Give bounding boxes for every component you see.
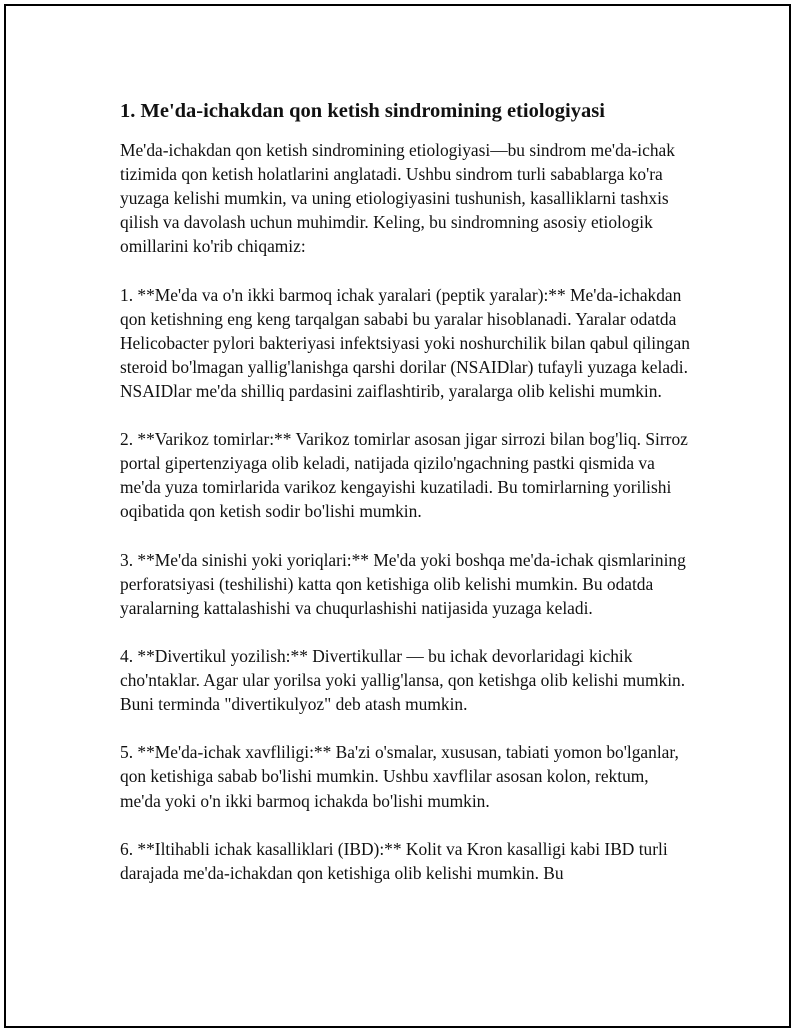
list-item-perforation: 3. **Me'da sinishi yoki yoriqlari:** Me'da yoki boshqa me'da-ichak qismlarining perforatsiyasi (teshilishi) katta qon ketishiga olib kelishi mumkin. Bu odatda yaralarning kattalashishi va chuqurlashishi natijasida yuzaga keladi. (120, 549, 686, 618)
list-item-peptic-ulcers: 1. **Me'da va o'n ikki barmoq ichak yaralari (peptik yaralar):** Me'da-ichakdan qon ketishning eng keng tarqalgan sababi bu yaralar hisoblanadi. Yaralar odatda Helicobacter pylori bakteriyasi infektsiyasi yoki noshurchilik bilan qabul qilingan steroid bo'lmagan yallig'lanishga qarshi dorilar (NSAIDlar) tufayli yuzaga keladi. NSAIDlar me'da shilliq pardasini zaiflashtirib, yaralarga olib kelishi mumkin. (120, 284, 690, 401)
document-content (120, 97, 690, 909)
document-page (4, 4, 791, 1028)
list-item-diverticula: 4. **Divertikul yozilish:** Divertikullar — bu ichak devorlaridagi kichik cho'ntaklar. Agar ular yorilsa yoki yallig'lansa, qon ketishga olib kelishi mumkin. Buni terminda "divertikulyoz" deb atash mumkin. (120, 645, 686, 715)
intro-paragraph: Me'da-ichakdan qon ketish sindromining etiologiyasi—bu sindrom me'da-ichak tizimida qon ketish holatlarini anglatadi. Ushbu sindrom turli sabablarga ko'ra yuzaga kelishi mumkin, va uning etiologiyasini tushunish, kasalliklarni tashxis qilish va davolash uchun muhimdir. Keling, bu sindromning asosiy etiologik omillarini ko'rib chiqamiz: (120, 140, 675, 257)
section-heading: 1. Me'da-ichakdan qon ketish sindromining etiologiyasi (120, 100, 605, 122)
list-item-malignancy: 5. **Me'da-ichak xavfliligi:** Ba'zi o'smalar, xususan, tabiati yomon bo'lganlar, qon ketishiga sabab bo'lishi mumkin. Ushbu xavflilar asosan kolon, rektum, me'da yoki o'n ikki barmoq ichakda bo'lishi mumkin. (120, 742, 679, 811)
list-item-varicose-veins: 2. **Varikoz tomirlar:** Varikoz tomirlar asosan jigar sirrozi bilan bog'liq. Sirroz portal gipertenziyaga olib keladi, natijada qizilo'ngachning pastki qismida va me'da yuza tomirlarida varikoz kengayishi kuzatiladi. Bu tomirlarning yorilishi oqibatida qon ketish sodir bo'lishi mumkin. (120, 429, 688, 522)
list-item-ibd: 6. **Iltihabli ichak kasalliklari (IBD):** Kolit va Kron kasalligi kabi IBD turli darajada me'da-ichakdan qon ketishiga olib kelishi mumkin. Bu (120, 838, 668, 883)
